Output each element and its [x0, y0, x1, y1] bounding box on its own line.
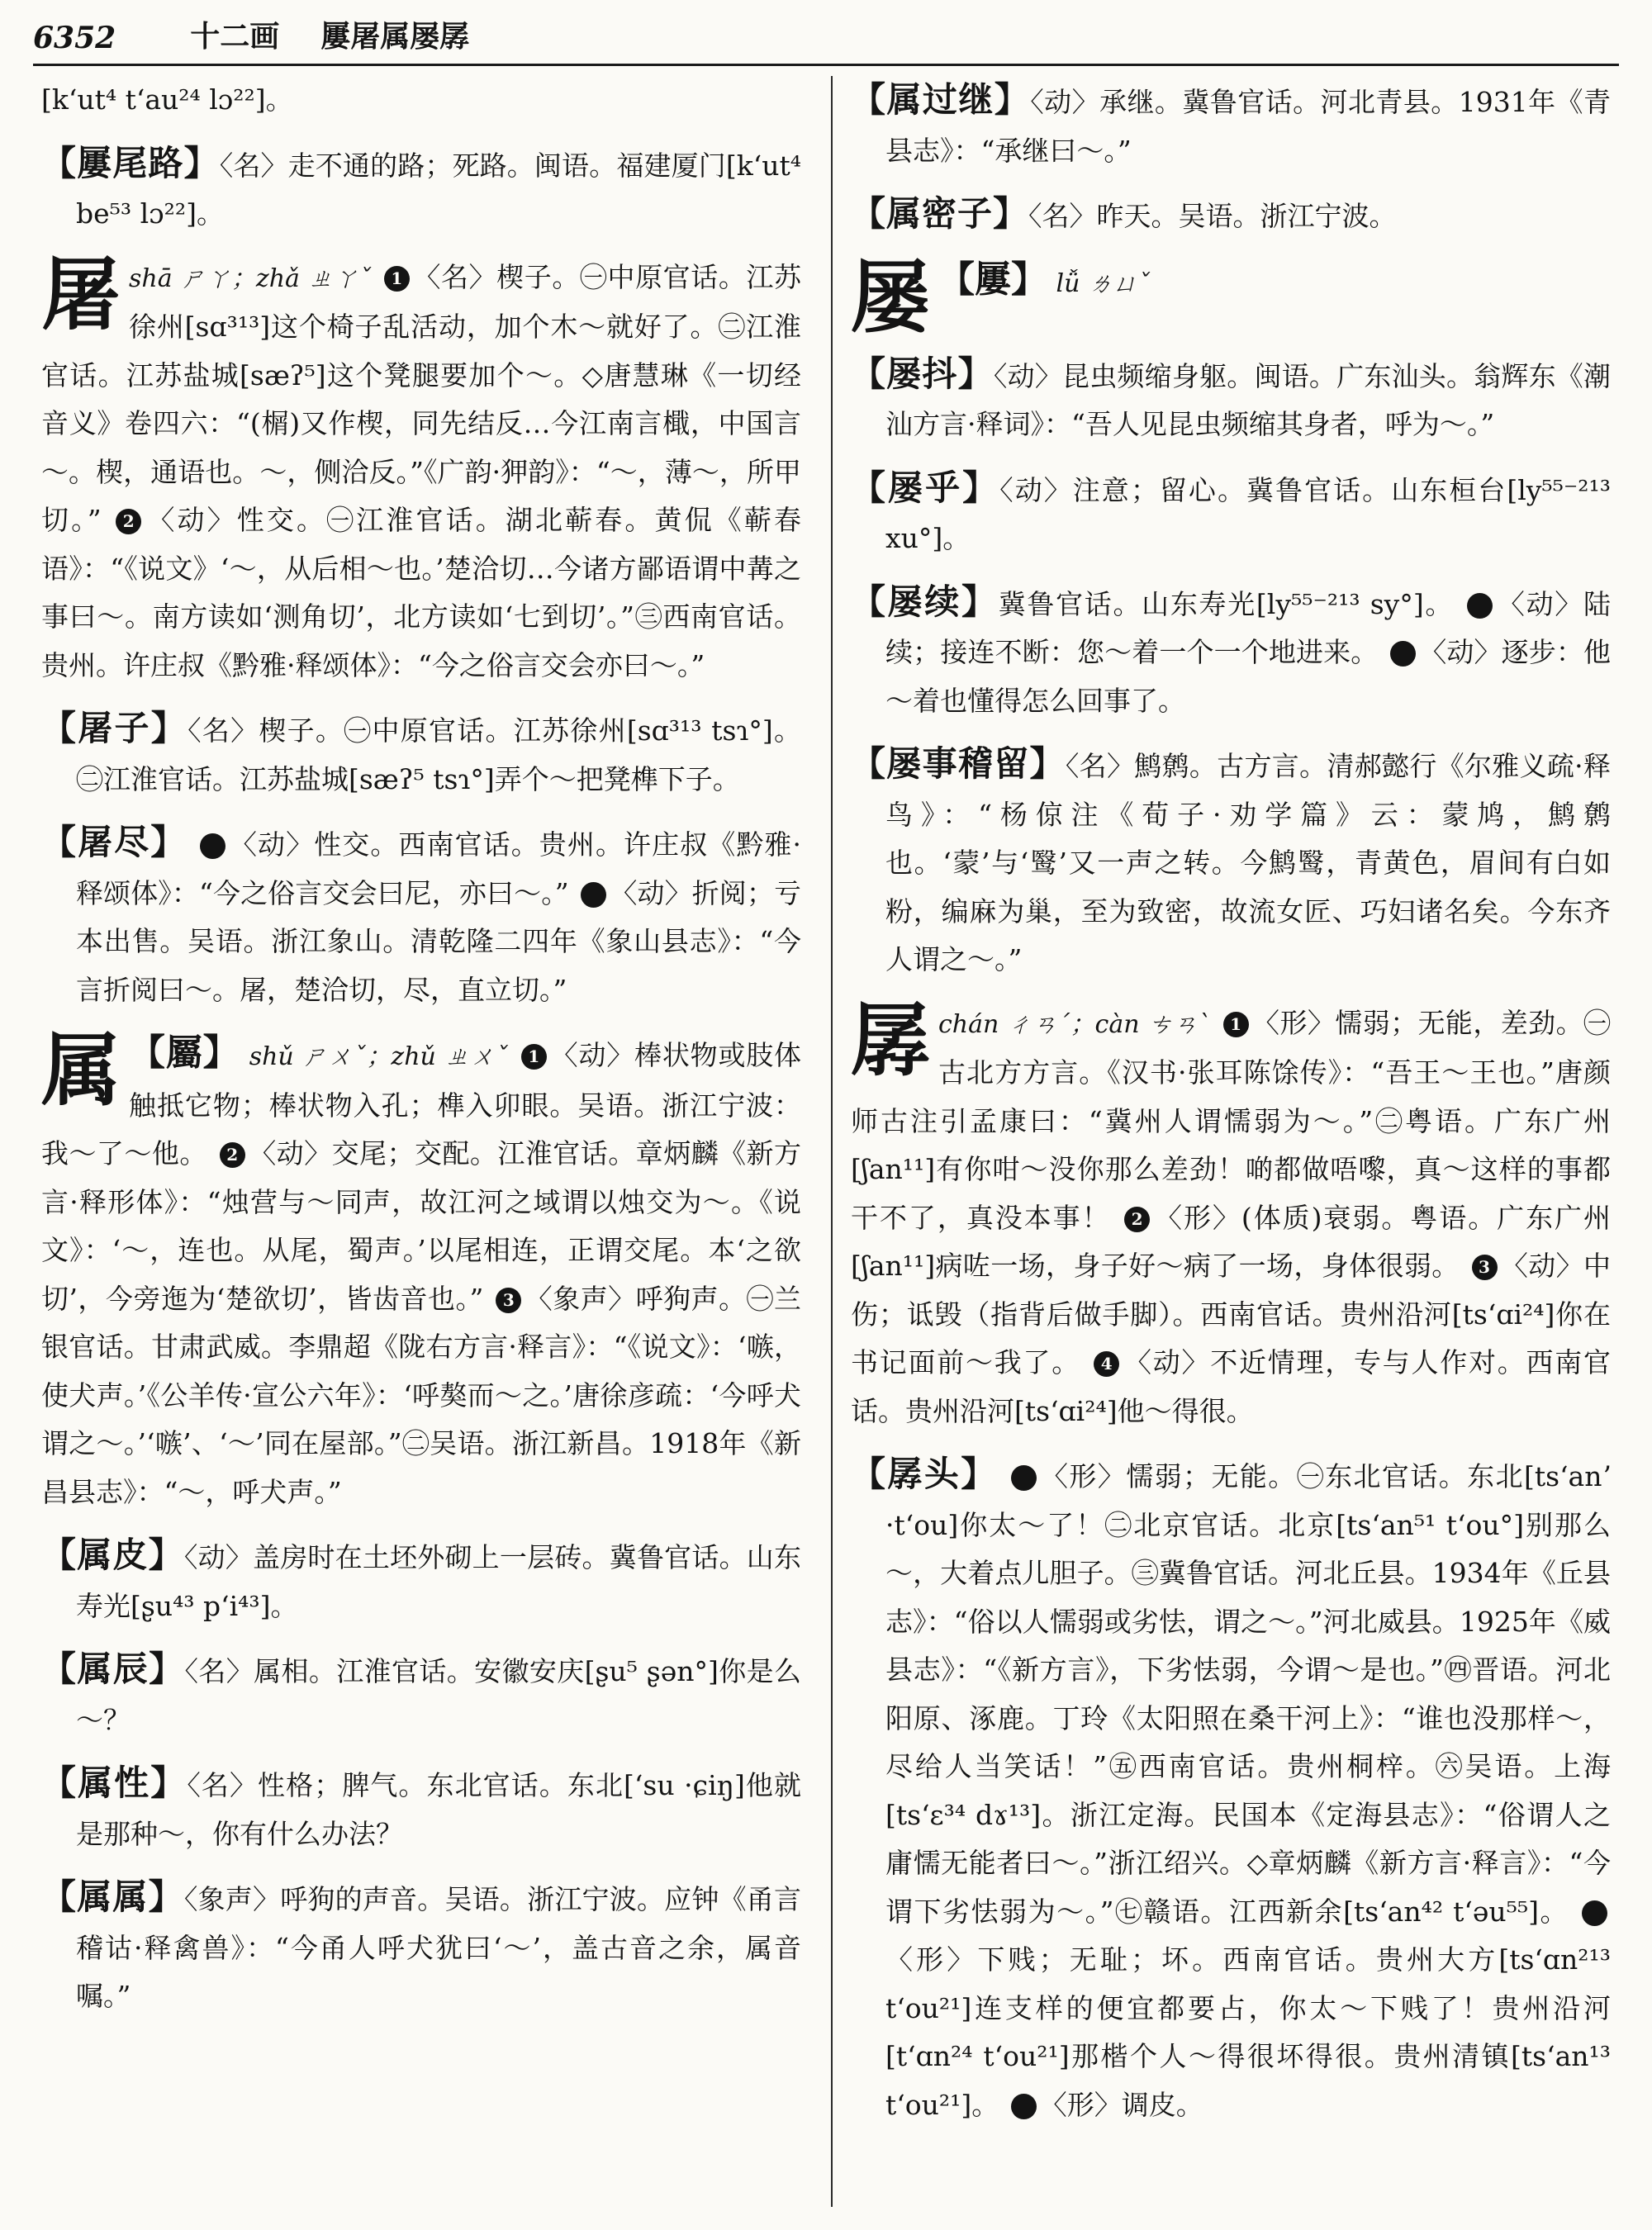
sense-marker: 2 [220, 1142, 245, 1168]
pronunciation: shā ㄕㄚ；zhǎ ㄓㄚˇ [129, 263, 372, 293]
headword: 【属过继】 [851, 79, 1031, 120]
headword: 【屡抖】 [851, 353, 994, 394]
entry-luhu: 【屡乎】〈动〉注意；留心。冀鲁官话。山东桓台[ly⁵⁵⁻²¹³ xu°]。 [851, 467, 1611, 554]
entry-chan: 孱 chán ㄔㄢˊ；càn ㄘㄢˋ 1 〈形〉懦弱；无能，差劲。㊀古北方方言。《汉书·张耳陈馀传》：“吾王～王也。”唐颜师古注引孟康曰：“冀州人谓懦弱为～。”㊁粤语。广东广州[ʃan¹¹]有你咁～没你那么差劲！啲都做唔嚟，真～这样的事都干不了，真没本事！ 2 〈形〉(体质)衰弱。粤语。广东广州[ʃan¹¹]病咗一场，身子好～病了一场，身体很弱。 3 〈动〉中伤；诋毁（指背后做手脚）。西南官话。贵州沿河[tsʻɑi²⁴]你在书记面前～我了。 4 〈动〉不近情理，专与人作对。西南官话。贵州沿河[tsʻɑi²⁴]他～得很。 [851, 993, 1611, 1427]
entry-kutbelo: 【屢尾路】〈名〉走不通的路；死路。闽语。福建厦门[kʻut⁴ be⁵³ lɔ²²]。 [41, 142, 801, 230]
entry-shushu: 【属属】〈象声〉呼狗的声音。吴语。浙江宁波。应钟《甬言稽诂·释禽兽》：“今甬人呼犬犹曰‘～’，盖古音之余，属音嘱。” [41, 1877, 801, 2012]
entry-shuchen: 【属辰】〈名〉属相。江淮官话。安徽安庆[ʂu⁵ ʂən°]你是么～？ [41, 1649, 801, 1736]
sense-marker: 3 [496, 1288, 521, 1313]
section-label: 十二画 [190, 19, 280, 54]
sense-marker: 2 [581, 882, 606, 908]
entry-shuguoji: 【属过继】〈动〉承继。冀鲁官话。河北青县。1931年《青县志》：“承继曰～。” [851, 79, 1611, 167]
pronunciation: chán ㄔㄢˊ；càn ㄘㄢˋ [938, 1009, 1211, 1039]
headword: 【属辰】 [41, 1649, 185, 1689]
entry-lushijiliu: 【屡事稽留】〈名〉鹪鹩。古方言。清郝懿行《尔雅义疏·释鸟》：“杨倞注《荀子·劝学篇》云：蒙鸠，鹪鹩也。‘蒙’与‘鹥’又一声之转。今鹪鹥，青黄色，眉间有白如粉，编麻为巢，至为致密，故流女匠、巧妇诸名矣。今东齐人谓之～。” [851, 743, 1611, 975]
right-column [851, 76, 1611, 2215]
sense-marker: 1 [1011, 1465, 1037, 1491]
sense-marker: 2 [1582, 1900, 1607, 1926]
sense-marker: 2 [1124, 1207, 1150, 1232]
sense-marker: 1 [521, 1044, 547, 1070]
sense-marker: 2 [1390, 641, 1416, 667]
sense-marker: 1 [384, 266, 410, 292]
entry-shuxing: 【属性】〈名〉性格；脾气。东北官话。东北[ʻsu ·ɕiŋ]他就是那种～，你有什么办法？ [41, 1763, 801, 1850]
entry-lu [851, 249, 1611, 344]
headword: 【屡续】 [851, 581, 999, 622]
sense-marker: 3 [1011, 2094, 1037, 2119]
traditional-form: 【屬】 [129, 1032, 240, 1074]
continued-text: [kʻut⁴ tʻau²⁴ lɔ²²]。 [41, 83, 293, 116]
column-divider [831, 76, 833, 2207]
headword: 【属性】 [41, 1763, 188, 1803]
headword: 【屠子】 [41, 708, 188, 748]
sense-marker: 2 [116, 509, 141, 534]
head-character: 属 [41, 1023, 121, 1117]
entry-shu: 属 【屬】 shǔ ㄕㄨˇ；zhǔ ㄓㄨˇ 1 〈动〉棒状物或肢体触抵它物；棒状物入孔；榫入卯眼。吴语。浙江宁波：我～了～他。 2 〈动〉交尾；交配。江淮官话。章炳麟《新方言·释形体》：“烛营与～同声，故江河之域谓以烛交为～。《说文》：‘～，连也。从尾，蜀声。’以尾相连，正谓交尾。本‘之欲切’，今旁迤为‘楚欲切’，皆齿音也。” 3 〈象声〉呼狗声。㊀兰银官话。甘肃武威。李鼎超《陇右方言·释言》：“《说文》：‘嗾，使犬声。’《公羊传·宣公六年》：‘呼獒而～之。’唐徐彦疏：‘今呼犬谓之～。’‘嗾’、‘～’同在屋部。”㊁吴语。浙江新昌。1918年《新昌县志》：“～，呼犬声。” [41, 1023, 801, 1508]
sense-marker: 3 [1472, 1255, 1498, 1280]
head-character: 孱 [851, 993, 930, 1087]
head-character: 屡 [851, 249, 930, 344]
left-column [41, 76, 801, 2215]
entry-shajin: 【屠尽】 1 〈动〉性交。西南官话。贵州。许庄叔《黔雅·释颂体》：“今之俗言交会曰尼，亦曰～。” 2 〈动〉折阅；亏本出售。吴语。浙江象山。清乾隆二四年《象山县志》：“今言折阅曰～。屠，楚洽切，尽，直立切。” [41, 822, 801, 1006]
headword: 【属属】 [41, 1877, 184, 1917]
page-number: 6352 [33, 21, 116, 55]
entry-shazi: 【屠子】〈名〉楔子。㊀中原官话。江苏徐州[sɑ³¹³ tsɿ°]。㊁江淮官话。江苏盐城[sæʔ⁵ tsɿ°]弄个～把凳榫下子。 [41, 708, 801, 795]
head-character: 屠 [41, 247, 121, 341]
entry-sha: 屠 shā ㄕㄚ；zhǎ ㄓㄚˇ 1 〈名〉楔子。㊀中原官话。江苏徐州[sɑ³¹³]这个椅子乱活动，加个木～就好了。㊁江淮官话。江苏盐城[sæʔ⁵]这个凳腿要加个～。◇唐慧琳《一切经音义》卷四六：“(榍)又作楔，同先结反…今江南言檝，中国言～。楔，通语也。～，侧洽反。”《广韵·狎韵》：“～，薄～，所甲切。” 2 〈动〉性交。㊀江淮官话。湖北蕲春。黄侃《蕲春语》：“《说文》‘～，从后相～也。’楚洽切…今诸方鄙语谓中冓之事曰～。南方读如‘测角切’，北方读如‘七到切’。”㊂西南官话。贵州。许庄叔《黔雅·释颂体》：“今之俗言交会亦曰～。” [41, 247, 801, 681]
sense-marker: 1 [200, 833, 225, 859]
headword: 【孱头】 [851, 1454, 998, 1494]
headword: 【屡事稽留】 [851, 743, 1066, 784]
headword: 【屡乎】 [851, 467, 1000, 508]
pronunciation: shǔ ㄕㄨˇ；zhǔ ㄓㄨˇ [249, 1042, 509, 1071]
entry-shupi: 【属皮】〈动〉盖房时在土坯外砌上一层砖。冀鲁官话。山东寿光[ʂu⁴³ pʻi⁴³]。 [41, 1535, 801, 1622]
headword: 【屢尾路】 [41, 142, 220, 183]
entry-luxu: 【屡续】冀鲁官话。山东寿光[ly⁵⁵⁻²¹³ sy°]。 1 〈动〉陆续；接连不断：您～着一个一个地进来。 2 〈动〉逐步：他～着也懂得怎么回事了。 [851, 581, 1611, 717]
headword: 【屠尽】 [41, 822, 188, 862]
running-head: 屢屠属屡孱 [320, 19, 470, 54]
entry-ludou: 【屡抖】〈动〉昆虫频缩身躯。闽语。广东汕头。翁辉东《潮汕方言·释词》：“吾人见昆虫频缩其身者，呼为～。” [851, 353, 1611, 440]
sense-marker: 1 [1467, 593, 1493, 619]
traditional-form: 【屢】 [938, 258, 1047, 301]
sense-marker: 4 [1094, 1351, 1119, 1377]
headword: 【属密子】 [851, 193, 1029, 234]
entry-chantou: 【孱头】 1 〈形〉懦弱；无能。㊀东北官话。东北[tsʻanʼ ·tʻou]你太～了！㊁北京官话。北京[tsʻan⁵¹ tʻou°]别那么～，大着点儿胆子。㊂冀鲁官话。河北丘县。1934年《丘县志》：“俗以人懦弱或劣怯，谓之～。”河北威县。1925年《威县志》：“《新方言》，下劣怯弱，今谓～是也。”㊃晋语。河北阳原、涿鹿。丁玲《太阳照在桑干河上》：“谁也没那样～，尽给人当笑话！”㊄西南官话。贵州桐梓。㊅吴语。上海[tsʻɛ³⁴ dɤ¹³]。浙江定海。民国本《定海县志》：“俗谓人之庸懦无能者曰～。”浙江绍兴。◇章炳麟《新方言·释言》：“今谓下劣怯弱为～。”㊆赣语。江西新余[tsʻan⁴² tʻəu⁵⁵]。 2〈形〉下贱；无耻；坏。西南官话。贵州大方[tsʻɑn²¹³ tʻou²¹]连支样的便宜都要占，你太～下贱了！贵州沿河[tʻɑn²⁴ tʻou²¹]那楷个人～得很坏得很。贵州清镇[tsʻan¹³ tʻou²¹]。 3 〈形〉调皮。 [851, 1454, 1611, 2121]
headword: 【属皮】 [41, 1535, 184, 1575]
page-header [33, 8, 1619, 66]
sense-marker: 1 [1223, 1012, 1249, 1037]
pronunciation: lǚ ㄌㄩˇ [1056, 268, 1150, 298]
entry-shumizi: 【属密子】〈名〉昨天。吴语。浙江宁波。 [851, 193, 1397, 234]
